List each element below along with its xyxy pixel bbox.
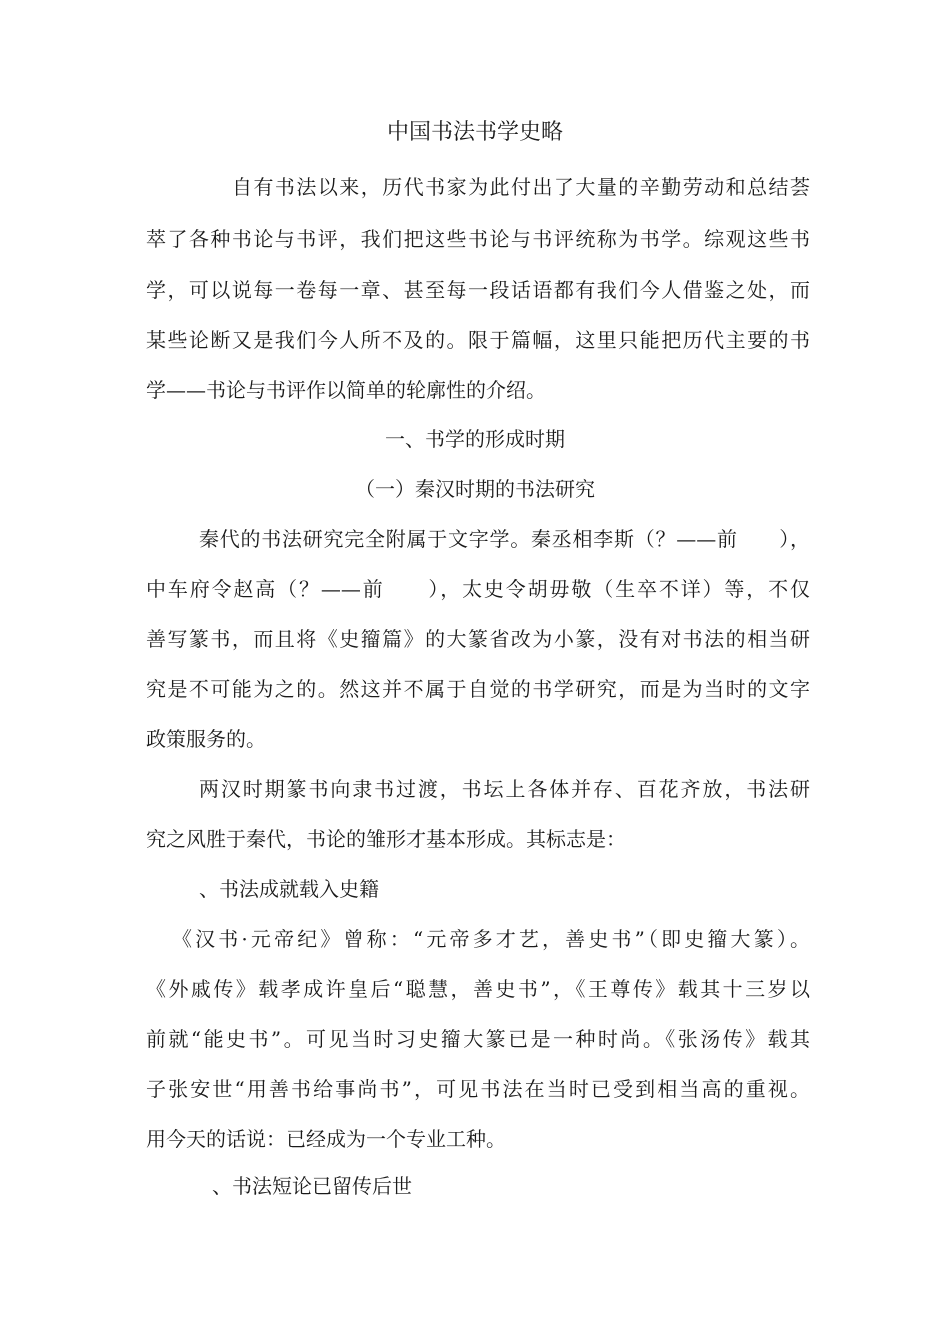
subsection-heading: （一）秦汉时期的书法研究 <box>355 477 595 501</box>
intro-line-4: 某些论断又是我们今人所不及的。限于篇幅，这里只能把历代主要的书 <box>146 328 810 352</box>
point-1-line-4: 子张安世“用善书给事尚书”，可见书法在当时已受到相当高的重视。 <box>146 1077 810 1101</box>
han-line-2: 究之风胜于秦代，书论的雏形才基本形成。其标志是： <box>146 827 626 851</box>
intro-line-1: 自有书法以来，历代书家为此付出了大量的辛勤劳动和总结荟 <box>232 175 810 199</box>
qin-line-5: 政策服务的。 <box>146 727 266 751</box>
han-line-1: 两汉时期篆书向隶书过渡，书坛上各体并存、百花齐放，书法研 <box>199 777 810 801</box>
point-1-line-2: 《外戚传》载孝成许皇后“聪慧，善史书”，《王尊传》载其十三岁以 <box>146 977 810 1001</box>
intro-line-5: 学——书论与书评作以简单的轮廓性的介绍。 <box>146 378 546 402</box>
point-1-line-5: 用今天的话说：已经成为一个专业工种。 <box>146 1127 506 1151</box>
qin-line-1: 秦代的书法研究完全附属于文字学。秦丞相李斯（？——前 ）， <box>199 527 810 551</box>
document-title: 中国书法书学史略 <box>386 120 563 145</box>
qin-line-3: 善写篆书，而且将《史籀篇》的大篆省改为小篆，没有对书法的相当研 <box>146 627 810 651</box>
point-1-line-1: 《汉书·元帝纪》曾称：“元帝多才艺，善史书”（即史籀大篆）。 <box>172 927 810 951</box>
point-2-heading: 、书法短论已留传后世 <box>212 1174 412 1198</box>
point-1-heading: 、书法成就载入史籍 <box>199 877 379 901</box>
qin-line-4: 究是不可能为之的。然这并不属于自觉的书学研究，而是为当时的文字 <box>146 677 810 701</box>
point-1-line-3: 前就“能史书”。可见当时习史籀大篆已是一种时尚。《张汤传》载其 <box>146 1027 810 1051</box>
intro-line-3: 学，可以说每一卷每一章、甚至每一段话语都有我们今人借鉴之处，而 <box>146 278 810 302</box>
intro-line-2: 萃了各种书论与书评，我们把这些书论与书评统称为书学。综观这些书 <box>146 227 810 251</box>
qin-line-2: 中车府令赵高（？——前 ），太史令胡毋敬（生卒不详）等，不仅 <box>146 577 810 601</box>
section-heading: 一、书学的形成时期 <box>385 427 565 451</box>
